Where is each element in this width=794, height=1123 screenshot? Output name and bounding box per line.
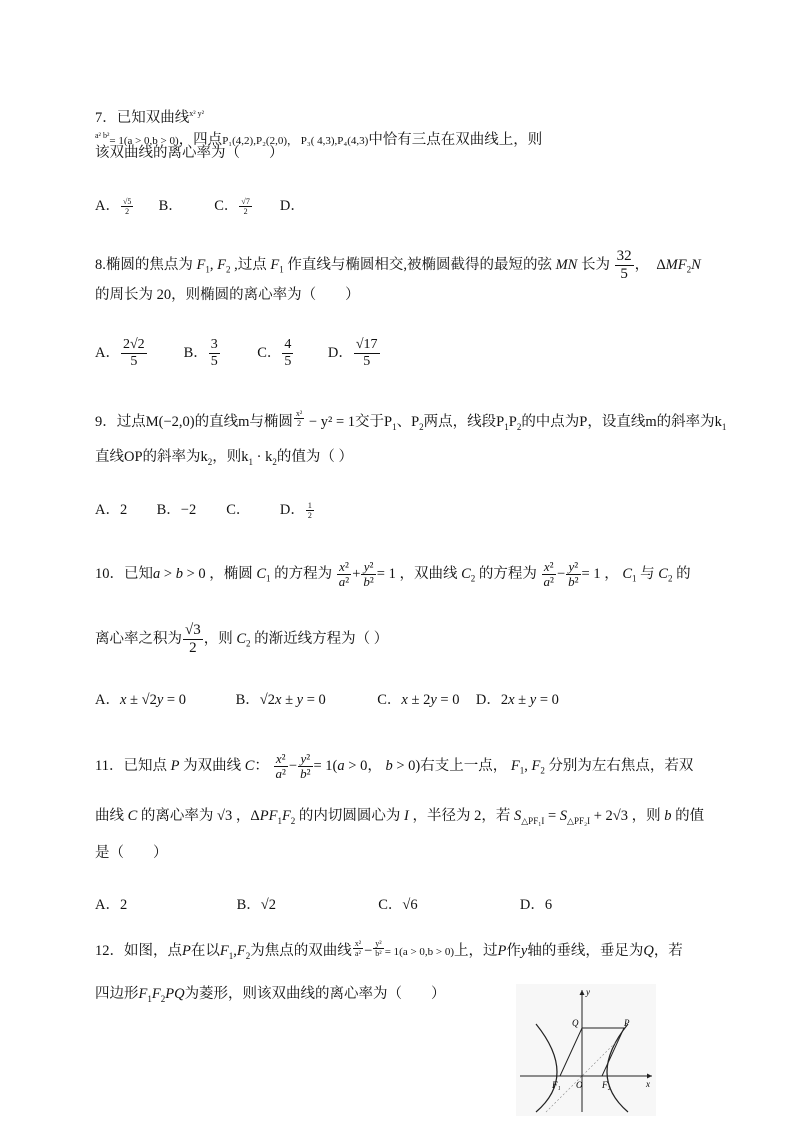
svg-text:F₁: F₁ <box>552 1080 561 1090</box>
q8-line2: 的周长为 20，则椭圆的离心率为（ ） <box>95 287 360 303</box>
q7-options <box>95 194 305 216</box>
q12-hyperbola-graph <box>516 984 656 1116</box>
q11-line3: 是（ ） <box>95 845 168 861</box>
q7-option-d[interactable]: D． <box>279 198 305 214</box>
svg-text:y: y <box>586 987 590 997</box>
q7-line1: 7．已知双曲线$^{x^2 y^2 a^2 b^2}$= 1(a > 0,b > 0)，四点P₁(4,2),P₂(2,0)， P₃( 4,3),P₄(4,3)中恰有三点在双曲线上，则 <box>95 109 543 148</box>
q10-option-a[interactable]: A．x ± √2y = 0 <box>95 692 186 708</box>
svg-text:O: O <box>576 1080 583 1090</box>
q10-line2: 离心率之积为 $\frac{√3}{2}$ ，则 $C_2$ 的渐近线方程为（ ） <box>95 622 389 656</box>
q10-option-d[interactable]: D．2x ± y = 0 <box>475 692 559 708</box>
q7-text-c: 中恰有三点在双曲线上，则 <box>368 132 543 148</box>
q8-line1: 8.椭圆的焦点为 $F_1$, $F_2$ ,过点 $F_1$ 作直线与椭圆相交,被椭圆截得的最短的弦 MN 长为 $\frac{32}{5}$ ， $\Delta MF_2N$ <box>95 248 701 282</box>
q10-options <box>95 688 559 709</box>
svg-text:Q: Q <box>572 1018 579 1028</box>
q11-option-b[interactable]: B．√2 <box>236 897 277 913</box>
q7-points: P₁(4,2),P₂(2,0)， P₃( 4,3),P₄(4,3) <box>222 135 369 147</box>
q9-option-d[interactable]: D． $\frac{1}{2}$ <box>279 501 312 521</box>
q7-text-a: 7．已知双曲线 <box>95 110 190 126</box>
svg-text:P: P <box>624 1018 630 1028</box>
q7-opt-c-label: C． <box>214 198 239 214</box>
q11-option-d[interactable]: D．6 <box>519 897 553 913</box>
q9-options <box>95 498 315 520</box>
svg-text:x: x <box>646 1079 650 1089</box>
q7-opt-a-value: $\frac{√5}{2}$ <box>122 197 132 217</box>
q10-option-b[interactable]: B．√2x ± y = 0 <box>235 692 326 708</box>
q9-option-b[interactable]: B．−2 <box>156 502 197 518</box>
q12-line1: 12．如图，点P在以$F_1,F_2$为焦点的双曲线 $\frac{\text{x²}}{\text{a²}}$ − $\frac{\text{y²}}{\text{b²}}$ = 1(a > 0,b > 0)上，过P作y轴的垂线，垂足为Q，若 <box>95 939 683 961</box>
q11-option-c[interactable]: C．√6 <box>378 897 418 913</box>
q11-option-a[interactable]: A．2 <box>95 897 128 913</box>
q8-option-b[interactable]: B． $\frac{3}{5}$ <box>183 337 218 369</box>
q11-options <box>95 893 552 914</box>
q9-option-a[interactable]: A．2 <box>95 502 128 518</box>
q8-option-d[interactable]: D． $\frac{√17}{5}$ <box>327 337 378 369</box>
q7-eq-frac: x² y² a² b² <box>95 109 205 140</box>
q8-options <box>95 337 381 370</box>
q7-eq: = 1(a > 0,b > 0) <box>109 135 179 147</box>
q12-line2: 四边形$F_1F_2PQ$为菱形，则该双曲线的离心率为（ ） <box>95 986 446 1004</box>
q7-option-c[interactable] <box>214 194 276 216</box>
q9-option-c[interactable]: C． <box>226 502 251 518</box>
svg-text:F₂: F₂ <box>602 1080 611 1090</box>
q8-frac: $\frac{32}{5}$ <box>616 248 632 282</box>
q10-option-c[interactable]: C．x ± 2y = 0 <box>377 692 460 708</box>
q7-option-a[interactable] <box>95 194 155 216</box>
q9-line2: 直线OP的斜率为$k_2$，则$k_1 \cdot k_2$的值为（ ） <box>95 449 354 467</box>
q9-line1: 9．过点M(−2,0)的直线m与椭圆 $\frac{\text{x²}}{2}$ − y² = 1交于$P_1$、$P_2$两点，线段$P_1P_2$的中点为P，设直线m的斜率为$k_1$ <box>95 409 727 432</box>
q11-line2: 曲线 C 的离心率为 √3 ，$\Delta PF_1F_2$ 的内切圆圆心为 I ，半径为 2，若 $S_{\triangle PF_1I} = S_{\triangle PF_2I} + 2√3$ ，则 b 的值 <box>95 808 705 826</box>
q10-line1: 10．已知a > b > 0 ，椭圆 $C_1$ 的方程为 $\frac{\text{x²}}{\text{a²}}$ + $\frac{\text{y²}}{\text{b²}}$ = 1 ，双曲线 $C_2$ 的方程为 $\frac{\text{x²}}{\text{a²}}$ − $\frac{\text{y²}}{\text{b²}}$ = 1 ， $C_1$ 与 $C_2$ 的 <box>95 559 691 589</box>
q7-opt-a-label: A． <box>95 198 120 214</box>
q8-option-a[interactable]: A． $\frac{2√2}{5}$ <box>95 337 145 369</box>
q7-line2: 该双曲线的离心率为（ ） <box>95 145 284 161</box>
q7-option-b[interactable]: B． <box>158 198 183 214</box>
q11-line1: 11．已知点 P 为双曲线 C： $\frac{\text{x²}}{\text{a²}}$ − $\frac{\text{y²}}{\text{b²}}$ = 1(a > 0， b > 0)右支上一点， $F_1$, $F_2$ 分别为左右焦点，若双 <box>95 751 694 781</box>
q7-opt-c-value: $\frac{√7}{2}$ <box>241 197 250 217</box>
q8-option-c[interactable]: C． $\frac{4}{5}$ <box>257 337 292 369</box>
